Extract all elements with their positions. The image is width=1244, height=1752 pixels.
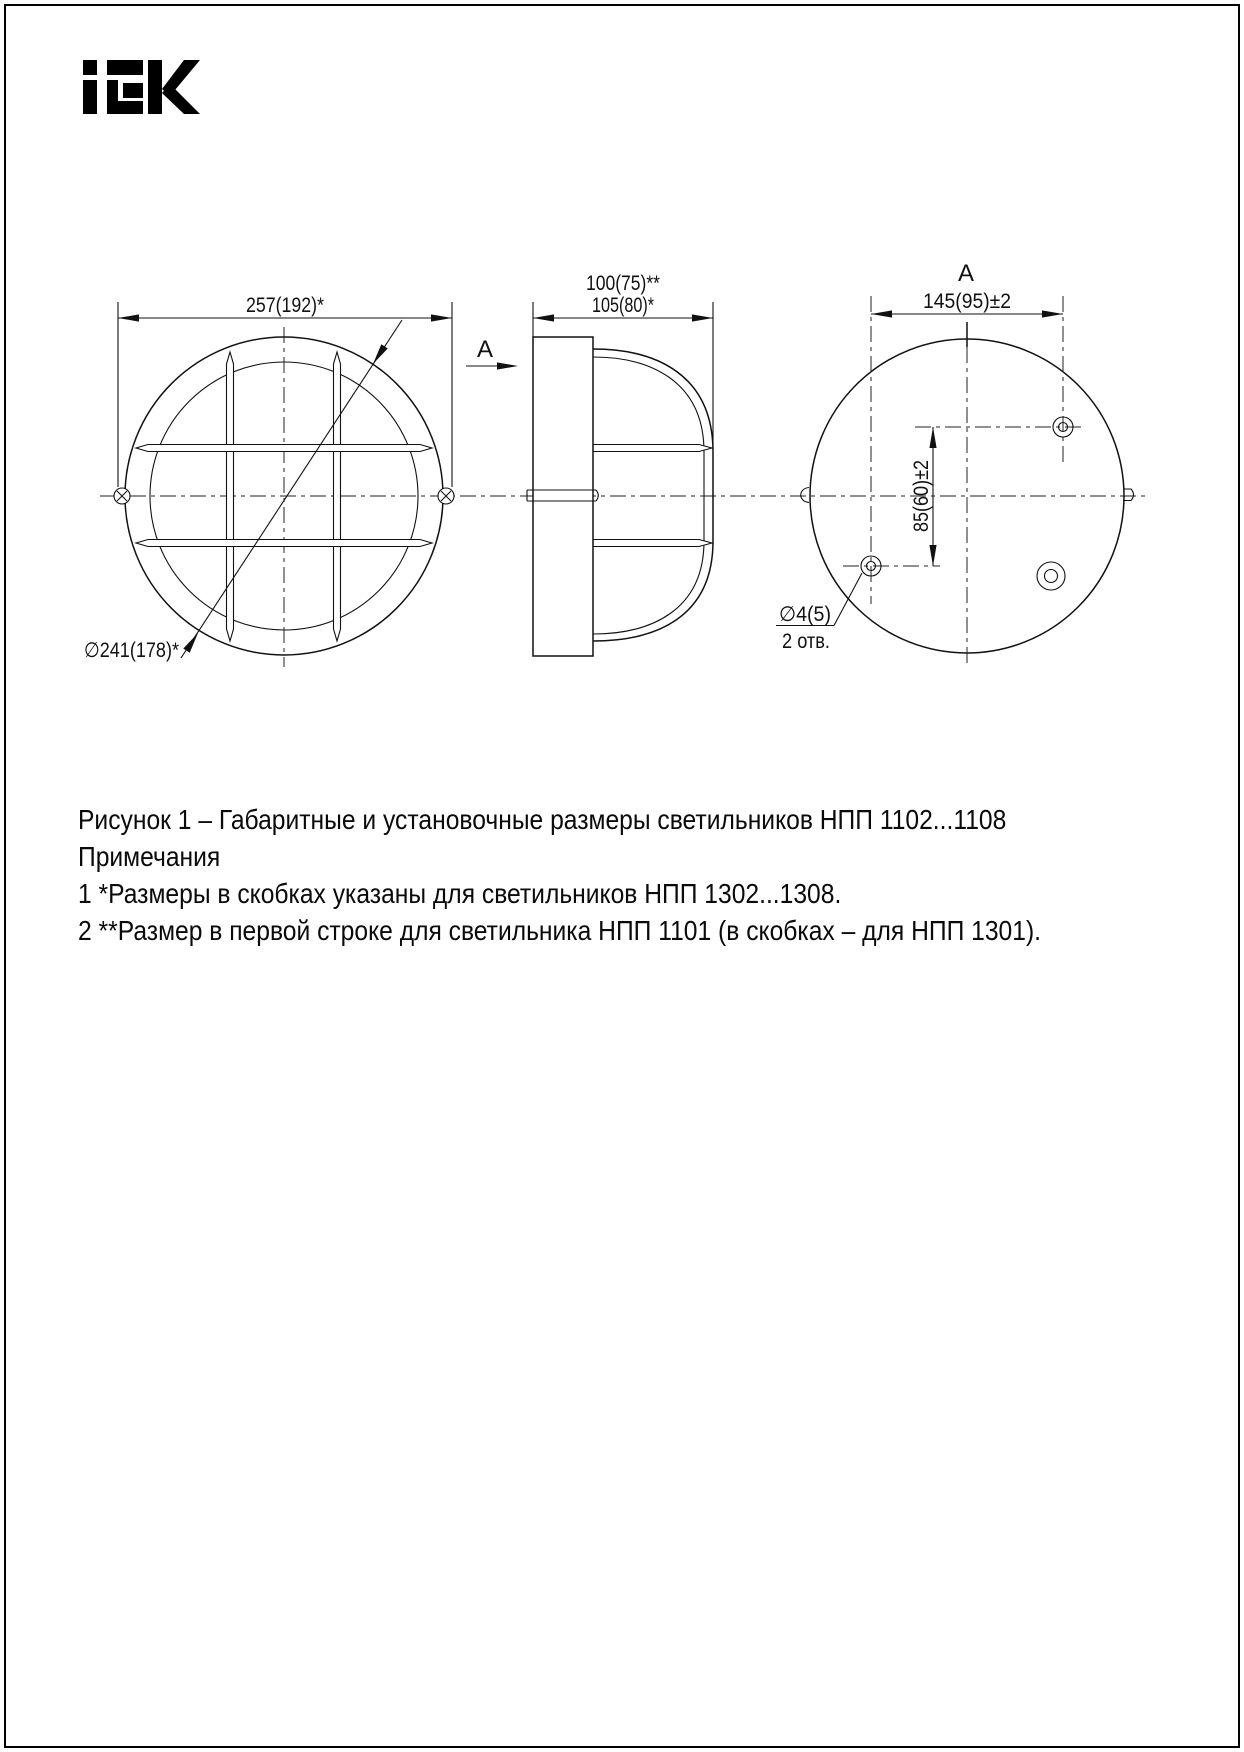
hole-count-label: 2 отв. bbox=[782, 630, 830, 653]
front-width-dim-label: 257(192)* bbox=[246, 294, 324, 317]
hole-spacing-h-label: 145(95)±2 bbox=[923, 290, 1011, 313]
notes-header: Примечания bbox=[78, 841, 221, 872]
hole-diameter-callout bbox=[776, 573, 862, 653]
technical-drawing bbox=[0, 0, 1244, 760]
side-depth-dim-label-2: 105(80)* bbox=[592, 294, 654, 317]
figure-caption bbox=[78, 801, 1172, 949]
grille-vertical-bar bbox=[227, 352, 234, 641]
note-2: 2 **Размер в первой строке для светильника НПП 1101 (в скобках – для НПП 1301). bbox=[78, 915, 1041, 946]
section-arrow-label: A bbox=[476, 336, 494, 363]
hole-spacing-v-dimension bbox=[910, 427, 937, 566]
grille-vertical-bar bbox=[334, 352, 341, 641]
note-1: 1 *Размеры в скобках указаны для светильников НПП 1302...1308. bbox=[78, 878, 842, 909]
cable-entry-hole bbox=[1037, 562, 1065, 590]
view-a-title: A bbox=[957, 260, 975, 287]
section-arrow bbox=[466, 336, 518, 370]
figure-title: Рисунок 1 – Габаритные и установочные размеры светильников НПП 1102...1108 bbox=[78, 804, 1007, 835]
hole-diameter-label: ∅4(5) bbox=[779, 603, 831, 626]
hole-spacing-h-dimension bbox=[871, 290, 1063, 318]
front-diameter-label: ∅241(178)* bbox=[84, 639, 179, 662]
grille-horizontal-bar bbox=[136, 445, 432, 452]
view-a bbox=[776, 260, 1134, 666]
side-dome-outer-profile bbox=[593, 349, 713, 641]
side-view bbox=[466, 272, 713, 656]
side-grille-bar bbox=[593, 445, 712, 452]
front-view bbox=[84, 294, 454, 667]
hole-spacing-v-label: 85(60)±2 bbox=[910, 448, 933, 532]
latch-screw-left bbox=[114, 488, 130, 504]
latch-screw-right bbox=[438, 488, 454, 504]
left-edge-latch-tab bbox=[801, 488, 809, 503]
front-width-dimension bbox=[118, 294, 452, 487]
side-grille-bar bbox=[593, 540, 712, 547]
side-base-rect bbox=[533, 337, 593, 656]
grille-horizontal-bar bbox=[136, 540, 432, 547]
side-depth-dim-label-1: 100(75)** bbox=[586, 272, 660, 295]
